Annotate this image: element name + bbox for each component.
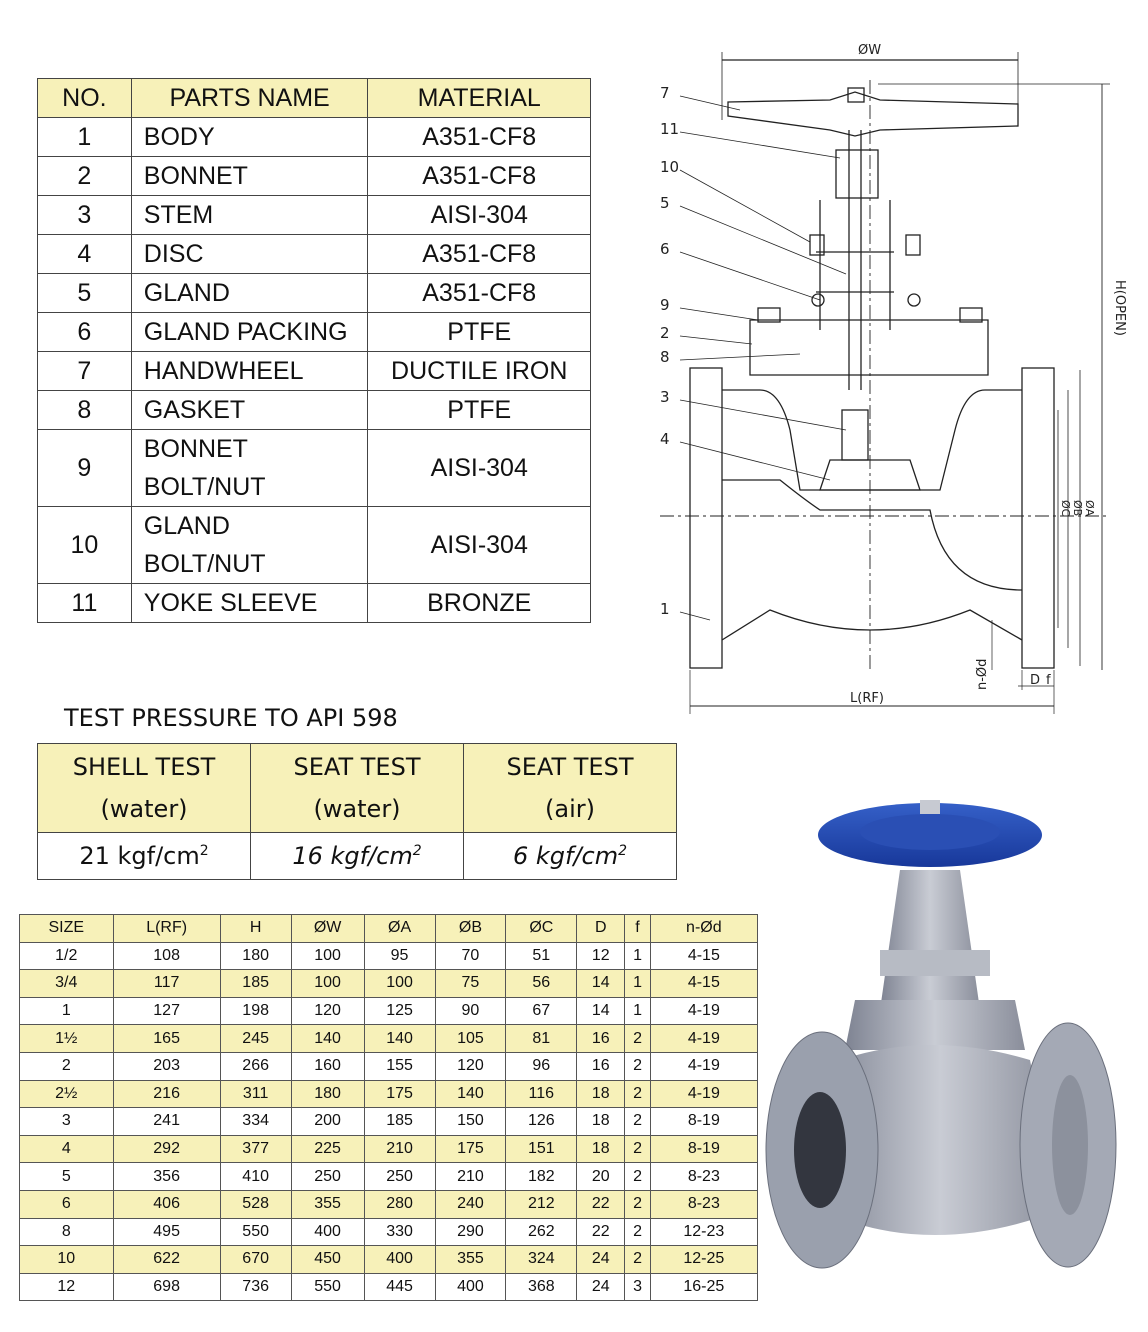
part-no: 5: [38, 274, 132, 313]
test-header-line2: (water): [313, 795, 401, 823]
part-no: 11: [38, 584, 132, 623]
dimensions-cell: 16: [577, 1025, 625, 1053]
dimensions-cell: 292: [113, 1135, 220, 1163]
dimensions-cell: 4-19: [650, 997, 757, 1025]
valve-cross-section-drawing: [640, 30, 1130, 720]
dimensions-cell: 12-25: [650, 1246, 757, 1274]
part-no: 9: [38, 430, 132, 507]
dimensions-cell: 12: [20, 1273, 114, 1301]
dimensions-cell: 70: [435, 942, 506, 970]
dimensions-cell: 225: [291, 1135, 364, 1163]
dimensions-header-cell: SIZE: [20, 915, 114, 943]
callout-label: 11: [660, 120, 680, 138]
dimensions-cell: 4-19: [650, 1080, 757, 1108]
dimensions-header-cell: ØW: [291, 915, 364, 943]
dimensions-cell: 155: [364, 1052, 435, 1080]
dimensions-header-cell: H: [220, 915, 291, 943]
callout-label: 2: [660, 324, 670, 342]
parts-row: [38, 235, 591, 274]
shell-test-value: [38, 833, 251, 880]
dimensions-cell: 8: [20, 1218, 114, 1246]
dimensions-row: [20, 1025, 758, 1053]
dimensions-cell: 3: [625, 1273, 650, 1301]
dimensions-cell: 22: [577, 1190, 625, 1218]
dimensions-header-cell: n-Ød: [650, 915, 757, 943]
dimensions-cell: 165: [113, 1025, 220, 1053]
dimensions-cell: 120: [291, 997, 364, 1025]
header-material: MATERIAL: [368, 79, 591, 118]
dimensions-cell: 2: [625, 1246, 650, 1274]
parts-row: [38, 430, 591, 507]
dimensions-cell: 95: [364, 942, 435, 970]
dimensions-cell: 250: [364, 1163, 435, 1191]
dimensions-cell: 2: [625, 1135, 650, 1163]
dimensions-cell: 12-23: [650, 1218, 757, 1246]
dimensions-cell: 334: [220, 1108, 291, 1136]
parts-row: [38, 507, 591, 584]
dimensions-row: [20, 1080, 758, 1108]
dimensions-row: [20, 1163, 758, 1191]
dimensions-cell: 4-19: [650, 1052, 757, 1080]
test-header-row: [38, 744, 677, 833]
dimensions-cell: 125: [364, 997, 435, 1025]
dimensions-cell: 280: [364, 1190, 435, 1218]
test-header-line1: SEAT TEST: [506, 753, 634, 781]
yoke: [880, 870, 980, 1010]
test-value-row: [38, 833, 677, 880]
dimensions-cell: 8-23: [650, 1163, 757, 1191]
dimensions-cell: 406: [113, 1190, 220, 1218]
dimensions-cell: 2: [625, 1163, 650, 1191]
dimensions-cell: 12: [577, 942, 625, 970]
label-l-rf: L(RF): [850, 691, 884, 706]
seat-test-water-header: [251, 744, 464, 833]
part-name: STEM: [131, 196, 368, 235]
dimensions-cell: 140: [291, 1025, 364, 1053]
dimensions-cell: 198: [220, 997, 291, 1025]
dimensions-cell: 56: [506, 970, 577, 998]
dimensions-cell: 2: [625, 1218, 650, 1246]
dimensions-cell: 81: [506, 1025, 577, 1053]
dimensions-cell: 126: [506, 1108, 577, 1136]
dimensions-cell: 377: [220, 1135, 291, 1163]
dimensions-cell: 528: [220, 1190, 291, 1218]
dimensions-cell: 400: [435, 1273, 506, 1301]
dimensions-cell: 200: [291, 1108, 364, 1136]
dimensions-cell: 120: [435, 1052, 506, 1080]
dimensions-cell: 290: [435, 1218, 506, 1246]
dimensions-cell: 670: [220, 1246, 291, 1274]
dimensions-cell: 1: [625, 942, 650, 970]
part-material: AISI-304: [368, 430, 591, 507]
dimensions-cell: 1½: [20, 1025, 114, 1053]
pressure-exponent: 2: [199, 843, 209, 859]
dimensions-cell: 330: [364, 1218, 435, 1246]
dimensions-cell: 175: [364, 1080, 435, 1108]
dimensions-cell: 22: [577, 1218, 625, 1246]
callout-label: 1: [660, 600, 670, 618]
callout-label: 10: [660, 158, 680, 176]
dimensions-cell: 1: [625, 997, 650, 1025]
dimensions-cell: 245: [220, 1025, 291, 1053]
part-material: BRONZE: [368, 584, 591, 623]
seat-test-air-value: [464, 833, 677, 880]
parts-header-row: [38, 79, 591, 118]
dimensions-cell: 175: [435, 1135, 506, 1163]
header-parts-name: PARTS NAME: [131, 79, 368, 118]
dimensions-cell: 67: [506, 997, 577, 1025]
part-name: BODY: [131, 118, 368, 157]
dimensions-cell: 1: [625, 970, 650, 998]
part-name: GASKET: [131, 391, 368, 430]
part-name: BONNET: [131, 157, 368, 196]
dimensions-cell: 3: [20, 1108, 114, 1136]
test-pressure-title: TEST PRESSURE TO API 598: [64, 704, 398, 732]
dimensions-cell: 185: [220, 970, 291, 998]
dimensions-cell: 185: [364, 1108, 435, 1136]
shell-test-header: [38, 744, 251, 833]
dimensions-cell: 2: [625, 1025, 650, 1053]
parts-row: [38, 118, 591, 157]
left-flange: [690, 368, 722, 668]
part-name-line2: BOLT/NUT: [143, 550, 266, 578]
parts-table: [37, 78, 591, 623]
dimensions-row: [20, 1052, 758, 1080]
part-name: GLAND PACKING: [131, 313, 368, 352]
dimensions-cell: 355: [435, 1246, 506, 1274]
label-d: D: [1030, 673, 1041, 688]
dimensions-row: [20, 1190, 758, 1218]
dimensions-cell: 16-25: [650, 1273, 757, 1301]
part-material: A351-CF8: [368, 235, 591, 274]
dimensions-cell: 203: [113, 1052, 220, 1080]
part-no: 3: [38, 196, 132, 235]
body-top-outline: [722, 390, 1022, 490]
dimensions-cell: 14: [577, 997, 625, 1025]
dimensions-cell: 495: [113, 1218, 220, 1246]
dimensions-cell: 2: [625, 1052, 650, 1080]
dimensions-cell: 75: [435, 970, 506, 998]
dimensions-cell: 90: [435, 997, 506, 1025]
parts-row: [38, 352, 591, 391]
dimensions-cell: 150: [435, 1108, 506, 1136]
dimensions-cell: 2: [625, 1190, 650, 1218]
part-material: PTFE: [368, 391, 591, 430]
dimensions-row: [20, 942, 758, 970]
dimensions-row: [20, 997, 758, 1025]
dimensions-header-cell: ØB: [435, 915, 506, 943]
dimensions-cell: 51: [506, 942, 577, 970]
dimensions-cell: 16: [577, 1052, 625, 1080]
label-w: ØW: [858, 43, 882, 58]
dimensions-cell: 212: [506, 1190, 577, 1218]
parts-row: [38, 157, 591, 196]
part-material: PTFE: [368, 313, 591, 352]
dimensions-cell: 18: [577, 1080, 625, 1108]
dimensions-cell: 622: [113, 1246, 220, 1274]
part-name: HANDWHEEL: [131, 352, 368, 391]
dimensions-cell: 400: [291, 1218, 364, 1246]
part-name: DISC: [131, 235, 368, 274]
dimensions-cell: 182: [506, 1163, 577, 1191]
dimensions-cell: 116: [506, 1080, 577, 1108]
handwheel-outline: [728, 92, 1018, 136]
dimensions-cell: 140: [435, 1080, 506, 1108]
callout-label: 7: [660, 84, 670, 102]
callout-leaders: [680, 96, 846, 620]
part-material: A351-CF8: [368, 157, 591, 196]
dimensions-header-cell: L(RF): [113, 915, 220, 943]
dimensions-cell: 400: [364, 1246, 435, 1274]
dimensions-cell: 24: [577, 1246, 625, 1274]
dimensions-cell: 410: [220, 1163, 291, 1191]
dimensions-cell: 2: [625, 1108, 650, 1136]
test-header-line1: SHELL TEST: [72, 753, 216, 781]
dimensions-cell: 108: [113, 942, 220, 970]
dimensions-cell: 266: [220, 1052, 291, 1080]
seat-test-water-value: [251, 833, 464, 880]
dimensions-cell: 550: [291, 1273, 364, 1301]
callout-label: 9: [660, 296, 670, 314]
dimensions-cell: 250: [291, 1163, 364, 1191]
part-no: 4: [38, 235, 132, 274]
test-header-line1: SEAT TEST: [293, 753, 421, 781]
dimensions-cell: 105: [435, 1025, 506, 1053]
dimensions-header-cell: D: [577, 915, 625, 943]
pressure-value: 6 kgf/cm: [512, 842, 619, 870]
bonnet: [845, 1000, 1025, 1050]
dimensions-cell: 8-19: [650, 1135, 757, 1163]
part-no: 1: [38, 118, 132, 157]
part-material: A351-CF8: [368, 274, 591, 313]
dimensions-header-cell: f: [625, 915, 650, 943]
pressure-exponent: 2: [412, 843, 422, 859]
dimensions-cell: 355: [291, 1190, 364, 1218]
part-material: A351-CF8: [368, 118, 591, 157]
dimensions-header-row: [20, 915, 758, 943]
header-no: NO.: [38, 79, 132, 118]
dimensions-cell: 4-15: [650, 970, 757, 998]
dimensions-cell: 10: [20, 1246, 114, 1274]
test-pressure-table: [37, 743, 677, 880]
parts-row: [38, 196, 591, 235]
dimensions-cell: 262: [506, 1218, 577, 1246]
dimensions-cell: 1: [20, 997, 114, 1025]
part-name-line1: GLAND: [143, 512, 230, 540]
dimensions-cell: 1/2: [20, 942, 114, 970]
callout-label: 5: [660, 194, 670, 212]
dimensions-cell: 4-15: [650, 942, 757, 970]
callout-label: 6: [660, 240, 670, 258]
dimensions-row: [20, 1135, 758, 1163]
dimensions-cell: 241: [113, 1108, 220, 1136]
part-no: 10: [38, 507, 132, 584]
callout-label: 4: [660, 430, 670, 448]
label-n-d: n-Ød: [975, 658, 990, 690]
dimensions-cell: 14: [577, 970, 625, 998]
test-header-line2: (air): [545, 795, 595, 823]
callout-label: 3: [660, 388, 670, 406]
label-c: ØC: [1059, 500, 1072, 517]
parts-row: [38, 313, 591, 352]
part-name: [131, 430, 368, 507]
dimensions-cell: 356: [113, 1163, 220, 1191]
part-no: 7: [38, 352, 132, 391]
part-name-line1: BONNET: [143, 435, 248, 463]
part-name-line2: BOLT/NUT: [143, 473, 266, 501]
seat-test-air-header: [464, 744, 677, 833]
dimensions-cell: 240: [435, 1190, 506, 1218]
dimensions-cell: 2: [20, 1052, 114, 1080]
part-name: YOKE SLEEVE: [131, 584, 368, 623]
dimensions-cell: 151: [506, 1135, 577, 1163]
bonnet-outline: [750, 320, 988, 375]
dimensions-cell: 140: [364, 1025, 435, 1053]
dimensions-header-cell: ØC: [506, 915, 577, 943]
dimensions-row: [20, 1273, 758, 1301]
dimensions-cell: 6: [20, 1190, 114, 1218]
parts-row: [38, 274, 591, 313]
globe-valve-photo: [760, 790, 1130, 1300]
dimensions-header-cell: ØA: [364, 915, 435, 943]
part-material: AISI-304: [368, 507, 591, 584]
dimensions-cell: 450: [291, 1246, 364, 1274]
pressure-exponent: 2: [618, 843, 628, 859]
dimensions-cell: 100: [291, 942, 364, 970]
dimensions-cell: 2½: [20, 1080, 114, 1108]
test-header-line2: (water): [100, 795, 188, 823]
label-f: f: [1046, 673, 1051, 688]
dimensions-row: [20, 970, 758, 998]
dimensions-cell: 100: [364, 970, 435, 998]
dimensions-cell: 445: [364, 1273, 435, 1301]
dimensions-cell: 117: [113, 970, 220, 998]
dimensions-cell: 20: [577, 1163, 625, 1191]
part-no: 2: [38, 157, 132, 196]
dimensions-cell: 24: [577, 1273, 625, 1301]
dimensions-cell: 210: [364, 1135, 435, 1163]
pressure-value: 16 kgf/cm: [292, 842, 413, 870]
dimensions-cell: 127: [113, 997, 220, 1025]
dimensions-cell: 100: [291, 970, 364, 998]
dimensions-cell: 18: [577, 1135, 625, 1163]
dimensions-cell: 2: [625, 1080, 650, 1108]
part-no: 6: [38, 313, 132, 352]
dimensions-row: [20, 1246, 758, 1274]
part-material: DUCTILE IRON: [368, 352, 591, 391]
part-name: [131, 507, 368, 584]
dimensions-cell: 4-19: [650, 1025, 757, 1053]
callout-label: 8: [660, 348, 670, 366]
label-b: ØB: [1071, 500, 1084, 517]
dimensions-cell: 180: [291, 1080, 364, 1108]
dimensions-cell: 210: [435, 1163, 506, 1191]
label-a: ØA: [1083, 500, 1096, 517]
dimensions-cell: 5: [20, 1163, 114, 1191]
right-flange: [1022, 368, 1054, 668]
parts-row: [38, 391, 591, 430]
pressure-value: 21 kgf/cm: [79, 842, 200, 870]
dimensions-cell: 736: [220, 1273, 291, 1301]
dimensions-cell: 8-23: [650, 1190, 757, 1218]
part-no: 8: [38, 391, 132, 430]
dimensions-cell: 216: [113, 1080, 220, 1108]
label-h-open: H(OPEN): [1112, 280, 1127, 336]
dimensions-cell: 160: [291, 1052, 364, 1080]
dimensions-cell: 311: [220, 1080, 291, 1108]
part-name: GLAND: [131, 274, 368, 313]
dimensions-cell: 324: [506, 1246, 577, 1274]
dimensions-cell: 550: [220, 1218, 291, 1246]
dimensions-cell: 4: [20, 1135, 114, 1163]
dimensions-table: [19, 914, 758, 1301]
parts-row: [38, 584, 591, 623]
dimensions-cell: 180: [220, 942, 291, 970]
dimensions-row: [20, 1108, 758, 1136]
dimensions-cell: 18: [577, 1108, 625, 1136]
dimensions-cell: 3/4: [20, 970, 114, 998]
dimensions-row: [20, 1218, 758, 1246]
part-material: AISI-304: [368, 196, 591, 235]
callout-labels: [660, 84, 679, 618]
dimensions-cell: 368: [506, 1273, 577, 1301]
dimensions-cell: 8-19: [650, 1108, 757, 1136]
dimensions-cell: 96: [506, 1052, 577, 1080]
dimensions-cell: 698: [113, 1273, 220, 1301]
